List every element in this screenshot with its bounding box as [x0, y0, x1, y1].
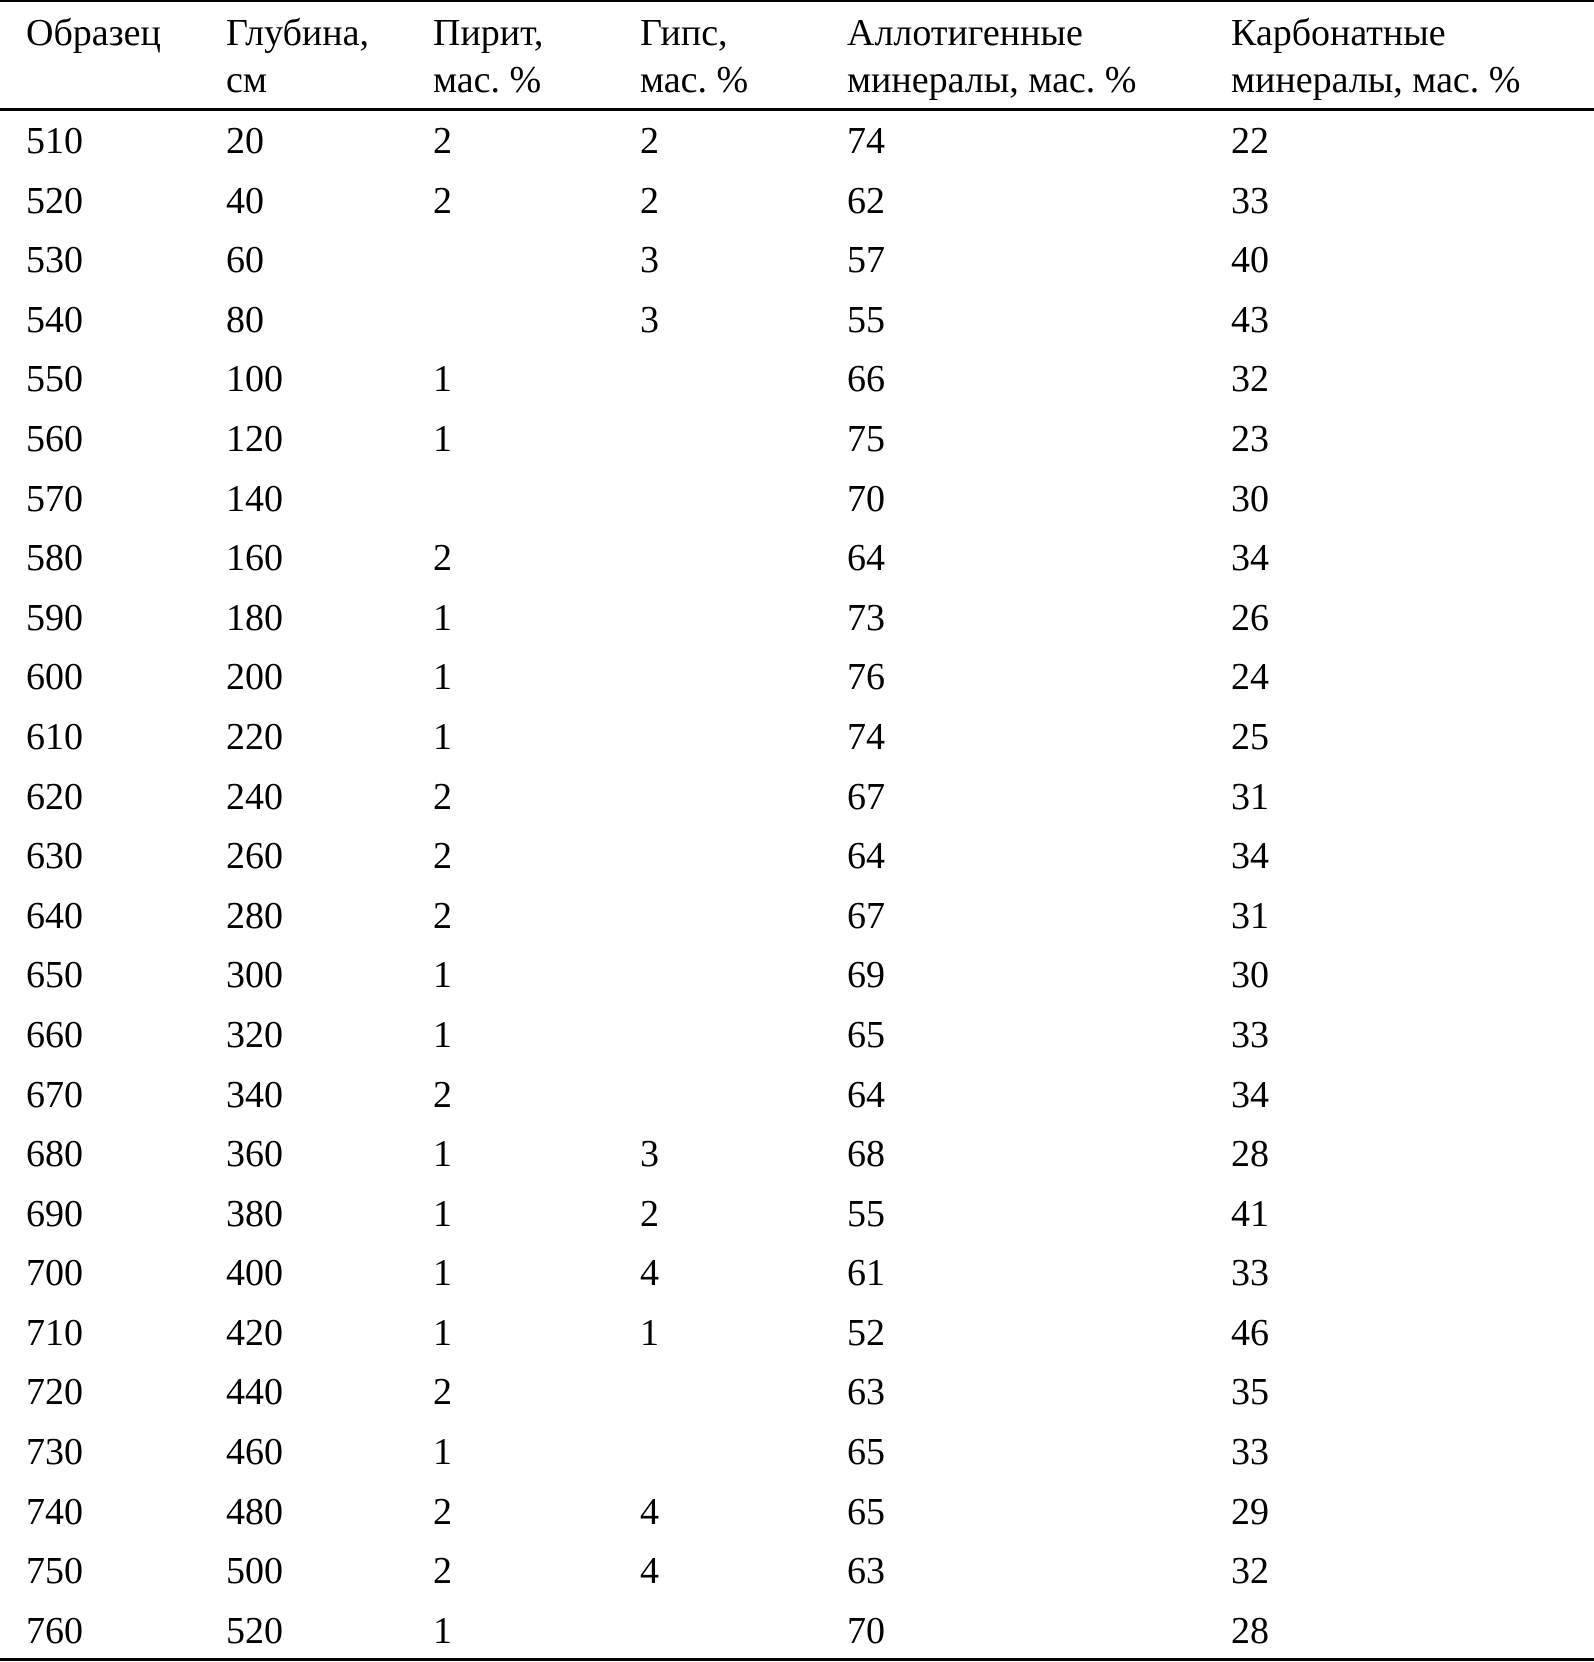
cell-allothigenic: 65	[847, 1490, 885, 1533]
cell-sample: 600	[26, 656, 83, 699]
cell-depth: 280	[226, 894, 283, 937]
header-line: Гипс,	[640, 12, 728, 54]
cell-depth: 340	[226, 1073, 283, 1116]
cell-allothigenic: 67	[847, 894, 885, 937]
table-row	[0, 1304, 1594, 1364]
cell-pyrite: 2	[433, 1490, 452, 1533]
cell-gypsum: 2	[640, 179, 659, 222]
cell-allothigenic: 70	[847, 1609, 885, 1652]
cell-depth: 500	[226, 1550, 283, 1593]
table-row	[0, 172, 1594, 232]
cell-pyrite: 2	[433, 1073, 452, 1116]
cell-pyrite: 1	[433, 1311, 452, 1354]
header-line: см	[226, 59, 267, 101]
cell-allothigenic: 65	[847, 1431, 885, 1474]
cell-depth: 40	[226, 179, 264, 222]
table-row	[0, 1066, 1594, 1126]
table-row	[0, 1125, 1594, 1185]
header-depth	[226, 10, 369, 104]
table-row	[0, 1363, 1594, 1423]
cell-carbonate: 43	[1231, 298, 1269, 341]
cell-carbonate: 41	[1231, 1192, 1269, 1235]
cell-allothigenic: 63	[847, 1550, 885, 1593]
cell-pyrite: 1	[433, 1133, 452, 1176]
table-row	[0, 1542, 1594, 1602]
cell-gypsum: 4	[640, 1252, 659, 1295]
header-line: Глубина,	[226, 12, 369, 54]
cell-depth: 480	[226, 1490, 283, 1533]
cell-allothigenic: 65	[847, 1013, 885, 1056]
table-row	[0, 470, 1594, 530]
cell-pyrite: 1	[433, 1192, 452, 1235]
table-row	[0, 946, 1594, 1006]
table-row	[0, 827, 1594, 887]
cell-depth: 400	[226, 1252, 283, 1295]
cell-pyrite: 1	[433, 715, 452, 758]
cell-depth: 360	[226, 1133, 283, 1176]
cell-sample: 690	[26, 1192, 83, 1235]
cell-allothigenic: 70	[847, 477, 885, 520]
cell-depth: 260	[226, 835, 283, 878]
cell-pyrite: 1	[433, 656, 452, 699]
header-line: Пирит,	[433, 12, 544, 54]
cell-carbonate: 33	[1231, 1431, 1269, 1474]
table-header	[0, 10, 1594, 106]
cell-depth: 220	[226, 715, 283, 758]
cell-depth: 420	[226, 1311, 283, 1354]
cell-allothigenic: 52	[847, 1311, 885, 1354]
cell-carbonate: 40	[1231, 239, 1269, 282]
table-row	[0, 648, 1594, 708]
table-row	[0, 112, 1594, 172]
header-line: Образец	[26, 12, 161, 54]
cell-sample: 580	[26, 537, 83, 580]
cell-allothigenic: 62	[847, 179, 885, 222]
cell-gypsum: 3	[640, 239, 659, 282]
cell-allothigenic: 69	[847, 954, 885, 997]
table-header-rule	[0, 108, 1594, 111]
table-body	[0, 112, 1594, 1661]
cell-allothigenic: 64	[847, 1073, 885, 1116]
cell-carbonate: 34	[1231, 537, 1269, 580]
cell-carbonate: 30	[1231, 477, 1269, 520]
table-row	[0, 1423, 1594, 1483]
cell-depth: 440	[226, 1371, 283, 1414]
cell-sample: 710	[26, 1311, 83, 1354]
cell-sample: 610	[26, 715, 83, 758]
cell-sample: 550	[26, 358, 83, 401]
table-bottom-rule	[0, 1658, 1594, 1661]
cell-allothigenic: 57	[847, 239, 885, 282]
cell-allothigenic: 63	[847, 1371, 885, 1414]
cell-allothigenic: 66	[847, 358, 885, 401]
cell-depth: 200	[226, 656, 283, 699]
table-row	[0, 1006, 1594, 1066]
cell-gypsum: 4	[640, 1550, 659, 1593]
cell-allothigenic: 74	[847, 715, 885, 758]
cell-sample: 650	[26, 954, 83, 997]
cell-sample: 730	[26, 1431, 83, 1474]
cell-carbonate: 33	[1231, 1013, 1269, 1056]
cell-pyrite: 1	[433, 1431, 452, 1474]
header-pyrite	[433, 10, 543, 104]
table-row	[0, 1483, 1594, 1543]
cell-sample: 620	[26, 775, 83, 818]
cell-gypsum: 4	[640, 1490, 659, 1533]
cell-pyrite: 2	[433, 1371, 452, 1414]
cell-sample: 530	[26, 239, 83, 282]
cell-carbonate: 34	[1231, 835, 1269, 878]
cell-carbonate: 24	[1231, 656, 1269, 699]
cell-carbonate: 34	[1231, 1073, 1269, 1116]
cell-depth: 320	[226, 1013, 283, 1056]
table-row	[0, 1602, 1594, 1662]
cell-depth: 300	[226, 954, 283, 997]
cell-depth: 460	[226, 1431, 283, 1474]
header-sample	[26, 10, 161, 57]
cell-sample: 750	[26, 1550, 83, 1593]
table-row	[0, 1244, 1594, 1304]
cell-pyrite: 2	[433, 835, 452, 878]
cell-sample: 680	[26, 1133, 83, 1176]
cell-carbonate: 35	[1231, 1371, 1269, 1414]
cell-sample: 740	[26, 1490, 83, 1533]
cell-pyrite: 1	[433, 1013, 452, 1056]
cell-allothigenic: 75	[847, 417, 885, 460]
cell-depth: 520	[226, 1609, 283, 1652]
header-carbonate	[1231, 10, 1520, 104]
cell-allothigenic: 55	[847, 1192, 885, 1235]
cell-carbonate: 25	[1231, 715, 1269, 758]
header-line: минералы, мас. %	[847, 59, 1137, 101]
cell-pyrite: 2	[433, 120, 452, 162]
cell-depth: 180	[226, 596, 283, 639]
cell-carbonate: 26	[1231, 596, 1269, 639]
cell-pyrite: 2	[433, 537, 452, 580]
cell-sample: 570	[26, 477, 83, 520]
cell-depth: 80	[226, 298, 264, 341]
cell-carbonate: 33	[1231, 1252, 1269, 1295]
cell-pyrite: 1	[433, 358, 452, 401]
cell-pyrite: 1	[433, 417, 452, 460]
cell-carbonate: 46	[1231, 1311, 1269, 1354]
cell-allothigenic: 73	[847, 596, 885, 639]
cell-allothigenic: 68	[847, 1133, 885, 1176]
cell-carbonate: 32	[1231, 358, 1269, 401]
cell-depth: 140	[226, 477, 283, 520]
cell-allothigenic: 76	[847, 656, 885, 699]
cell-allothigenic: 67	[847, 775, 885, 818]
cell-depth: 380	[226, 1192, 283, 1235]
cell-depth: 100	[226, 358, 283, 401]
cell-sample: 590	[26, 596, 83, 639]
cell-carbonate: 28	[1231, 1133, 1269, 1176]
table-row	[0, 231, 1594, 291]
cell-sample: 670	[26, 1073, 83, 1116]
header-allothigenic	[847, 10, 1136, 104]
cell-pyrite: 2	[433, 1550, 452, 1593]
cell-depth: 20	[226, 120, 264, 162]
cell-allothigenic: 61	[847, 1252, 885, 1295]
header-gypsum	[640, 10, 748, 104]
cell-sample: 660	[26, 1013, 83, 1056]
cell-depth: 240	[226, 775, 283, 818]
cell-sample: 630	[26, 835, 83, 878]
table-row	[0, 291, 1594, 351]
cell-sample: 560	[26, 417, 83, 460]
cell-sample: 700	[26, 1252, 83, 1295]
table-row	[0, 708, 1594, 768]
cell-carbonate: 29	[1231, 1490, 1269, 1533]
cell-gypsum: 2	[640, 1192, 659, 1235]
cell-allothigenic: 64	[847, 537, 885, 580]
cell-carbonate: 31	[1231, 775, 1269, 818]
cell-carbonate: 22	[1231, 120, 1269, 162]
cell-sample: 720	[26, 1371, 83, 1414]
cell-pyrite: 1	[433, 954, 452, 997]
cell-pyrite: 1	[433, 596, 452, 639]
cell-sample: 640	[26, 894, 83, 937]
cell-gypsum: 3	[640, 1133, 659, 1176]
cell-pyrite: 1	[433, 1252, 452, 1295]
cell-allothigenic: 74	[847, 120, 885, 162]
table-row	[0, 887, 1594, 947]
cell-depth: 160	[226, 537, 283, 580]
table-row	[0, 768, 1594, 828]
table-row	[0, 350, 1594, 410]
cell-gypsum: 3	[640, 298, 659, 341]
cell-gypsum: 1	[640, 1311, 659, 1354]
cell-allothigenic: 55	[847, 298, 885, 341]
header-line: мас. %	[640, 59, 749, 101]
cell-carbonate: 33	[1231, 179, 1269, 222]
header-line: Аллотигенные	[847, 12, 1083, 54]
cell-sample: 520	[26, 179, 83, 222]
cell-sample: 760	[26, 1609, 83, 1652]
cell-gypsum: 2	[640, 120, 659, 162]
table-row	[0, 1185, 1594, 1245]
cell-pyrite: 2	[433, 894, 452, 937]
table-top-rule	[0, 0, 1594, 2]
header-line: мас. %	[433, 59, 542, 101]
cell-carbonate: 28	[1231, 1609, 1269, 1652]
cell-depth: 60	[226, 239, 264, 282]
table-row	[0, 529, 1594, 589]
cell-depth: 120	[226, 417, 283, 460]
table-row	[0, 589, 1594, 649]
cell-pyrite: 1	[433, 1609, 452, 1652]
cell-allothigenic: 64	[847, 835, 885, 878]
cell-sample: 510	[26, 120, 83, 162]
cell-carbonate: 31	[1231, 894, 1269, 937]
cell-carbonate: 23	[1231, 417, 1269, 460]
header-line: минералы, мас. %	[1231, 59, 1521, 101]
cell-carbonate: 32	[1231, 1550, 1269, 1593]
cell-pyrite: 2	[433, 775, 452, 818]
cell-pyrite: 2	[433, 179, 452, 222]
cell-sample: 540	[26, 298, 83, 341]
header-line: Карбонатные	[1231, 12, 1446, 54]
table-row	[0, 410, 1594, 470]
cell-carbonate: 30	[1231, 954, 1269, 997]
